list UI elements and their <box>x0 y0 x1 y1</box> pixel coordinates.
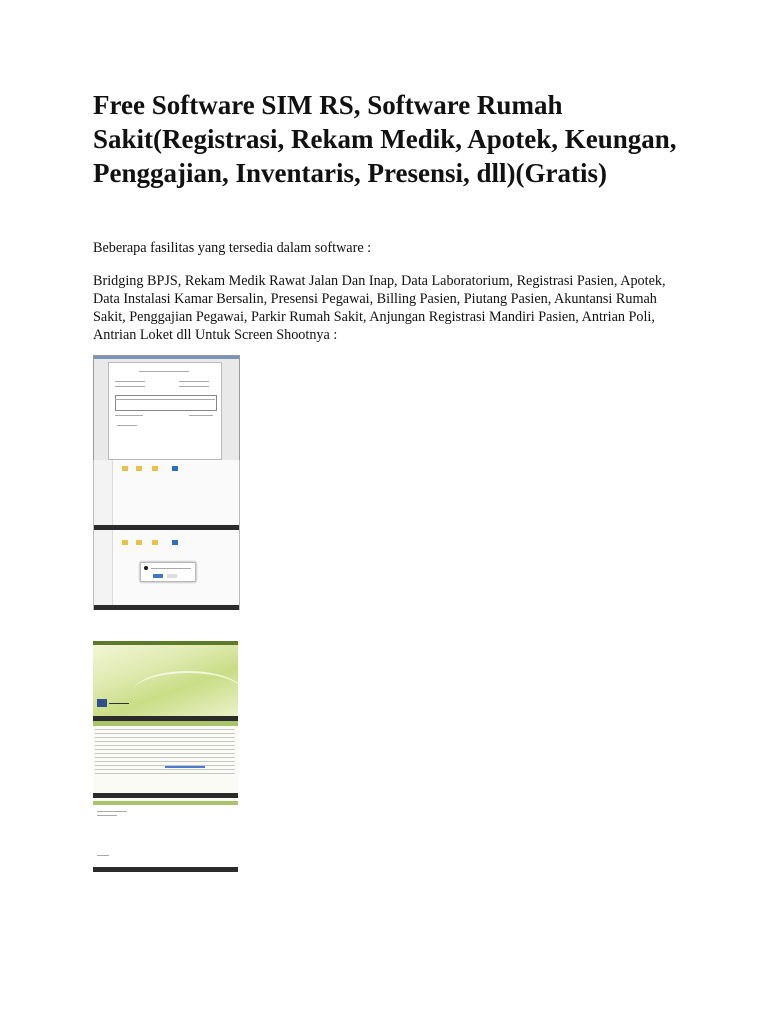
screenshot-blank-form <box>93 801 238 873</box>
screenshot-file-explorer-dialog <box>93 530 240 610</box>
screenshot-file-explorer <box>93 460 240 530</box>
screenshot-data-table <box>93 721 238 801</box>
intro-paragraph: Beberapa fasilitas yang tersedia dalam software : <box>93 240 372 256</box>
screenshot-report-preview <box>93 355 240 462</box>
features-paragraph: Bridging BPJS, Rekam Medik Rawat Jalan Dan Inap, Data Laboratorium, Registrasi Pasien, Apotek, Data Instalasi Kamar Bersalin, Presensi Pegawai, Billing Pasien, Piutang Pasien, Akuntansi Rumah Sakit, Penggajian Pegawai, Parkir Rumah Sakit, Anjungan Registrasi Mandiri Pasien, Antrian Poli, Antrian Loket dll Untuk Screen Shootnya : <box>93 273 666 343</box>
screenshot-login-screen <box>93 641 238 721</box>
page-title: Free Software SIM RS, Software Rumah Sakit(Registrasi, Rekam Medik, Apotek, Keungan, Penggajian, Inventaris, Presensi, dll)(Gratis) <box>93 90 677 188</box>
